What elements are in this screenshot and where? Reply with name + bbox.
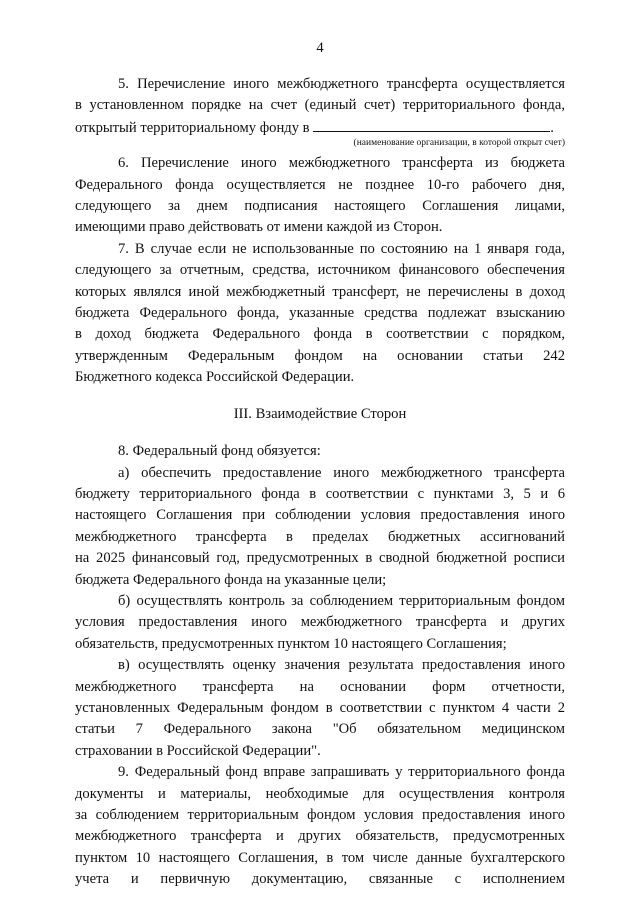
- p5-prefix: открытый территориальному фонду в: [75, 119, 310, 136]
- p8c-line-3: установленных Федеральным фондом в соответствии с пунктом 4 части 2: [75, 699, 565, 716]
- document-body: [75, 74, 565, 891]
- p8a-line-4: межбюджетного трансферта в пределах бюджетных ассигнований: [75, 528, 565, 545]
- p7-line-2: следующего за отчетным, средства, источником финансового обеспечения: [75, 262, 565, 279]
- p8a-line-6: бюджета Федерального фонда на указанные цели;: [75, 571, 387, 588]
- blank-caption: (наименование организации, в которой открыт счет): [353, 138, 565, 149]
- p7-line-6: утвержденным Федеральным фондом на основании статьи 242: [75, 347, 565, 364]
- p8c-line-5: страховании в Российской Федерации".: [75, 742, 321, 759]
- p6-line-1: 6. Перечисление иного межбюджетного трансферта из бюджета: [118, 155, 565, 172]
- p8c-line-4: статьи 7 Федерального закона "Об обязательном медицинском: [75, 721, 565, 738]
- p7-line-5: в доход бюджета Федерального фонда в соответствии с порядком,: [75, 326, 565, 343]
- p9-line-5: пунктом 10 настоящего Соглашения, в том числе данные бухгалтерского: [75, 849, 565, 866]
- p8a-line-5: на 2025 финансовый год, предусмотренных в сводной бюджетной росписи: [75, 550, 565, 567]
- p8b-line-1: б) осуществлять контроль за соблюдением территориальным фондом: [118, 592, 565, 609]
- p7-line-3: которых являлся иной межбюджетный трансферт, не перечислены в доход: [75, 283, 565, 300]
- bank-name-blank: [313, 117, 550, 132]
- p6-line-2: Федерального фонда осуществляется не позднее 10-го рабочего дня,: [75, 176, 565, 193]
- p7-line-4: бюджета Федерального фонда, указанные средства подлежат взысканию: [75, 305, 565, 322]
- p5-line-2: в установленном порядке на счет (единый счет) территориального фонда,: [75, 97, 565, 114]
- p8a-line-3: настоящего Соглашения при соблюдении условия предоставления иного: [75, 507, 565, 524]
- p9-line-2: документы и материалы, необходимые для осуществления контроля: [75, 785, 565, 802]
- p5-suffix: .: [550, 119, 554, 136]
- p9-line-3: за соблюдением территориальным фондом условия предоставления иного: [75, 807, 565, 823]
- page-number: 4: [316, 40, 324, 56]
- p9-line-4: межбюджетного трансферта и других обязательств, предусмотренных: [75, 828, 565, 845]
- p5-line-3: [75, 117, 565, 139]
- p8c-line-1: в) осуществлять оценку значения результата предоставления иного: [118, 657, 565, 674]
- p8-line-1: 8. Федеральный фонд обязуется:: [118, 443, 321, 460]
- section-heading: III. Взаимодействие Сторон: [233, 405, 407, 422]
- p8a-line-2: бюджету территориального фонда в соответствии с пунктами 3, 5 и 6: [75, 485, 565, 502]
- p6-line-3: следующего за днем подписания настоящего Соглашения лицами,: [75, 198, 565, 215]
- p8a-line-1: а) обеспечить предоставление иного межбюджетного трансферта: [118, 464, 565, 481]
- p8b-line-3: обязательств, предусмотренных пунктом 10 настоящего Соглашения;: [75, 635, 507, 652]
- p9-line-6: учета и первичную документацию, связанные с исполнением: [75, 871, 565, 888]
- p6-line-4: имеющими право действовать от имени каждой из Сторон.: [75, 219, 443, 236]
- p7-line-1: 7. В случае если не использованные по состоянию на 1 января года,: [118, 240, 565, 257]
- p8b-line-2: условия предоставления иного межбюджетного трансферта и других: [75, 614, 565, 631]
- p5-line-1: 5. Перечисление иного межбюджетного трансферта осуществляется: [118, 76, 565, 92]
- p7-line-7: Бюджетного кодекса Российской Федерации.: [75, 369, 355, 386]
- p9-line-1: 9. Федеральный фонд вправе запрашивать у территориального фонда: [118, 764, 565, 781]
- p8c-line-2: межбюджетного трансферта на основании форм отчетности,: [75, 678, 565, 695]
